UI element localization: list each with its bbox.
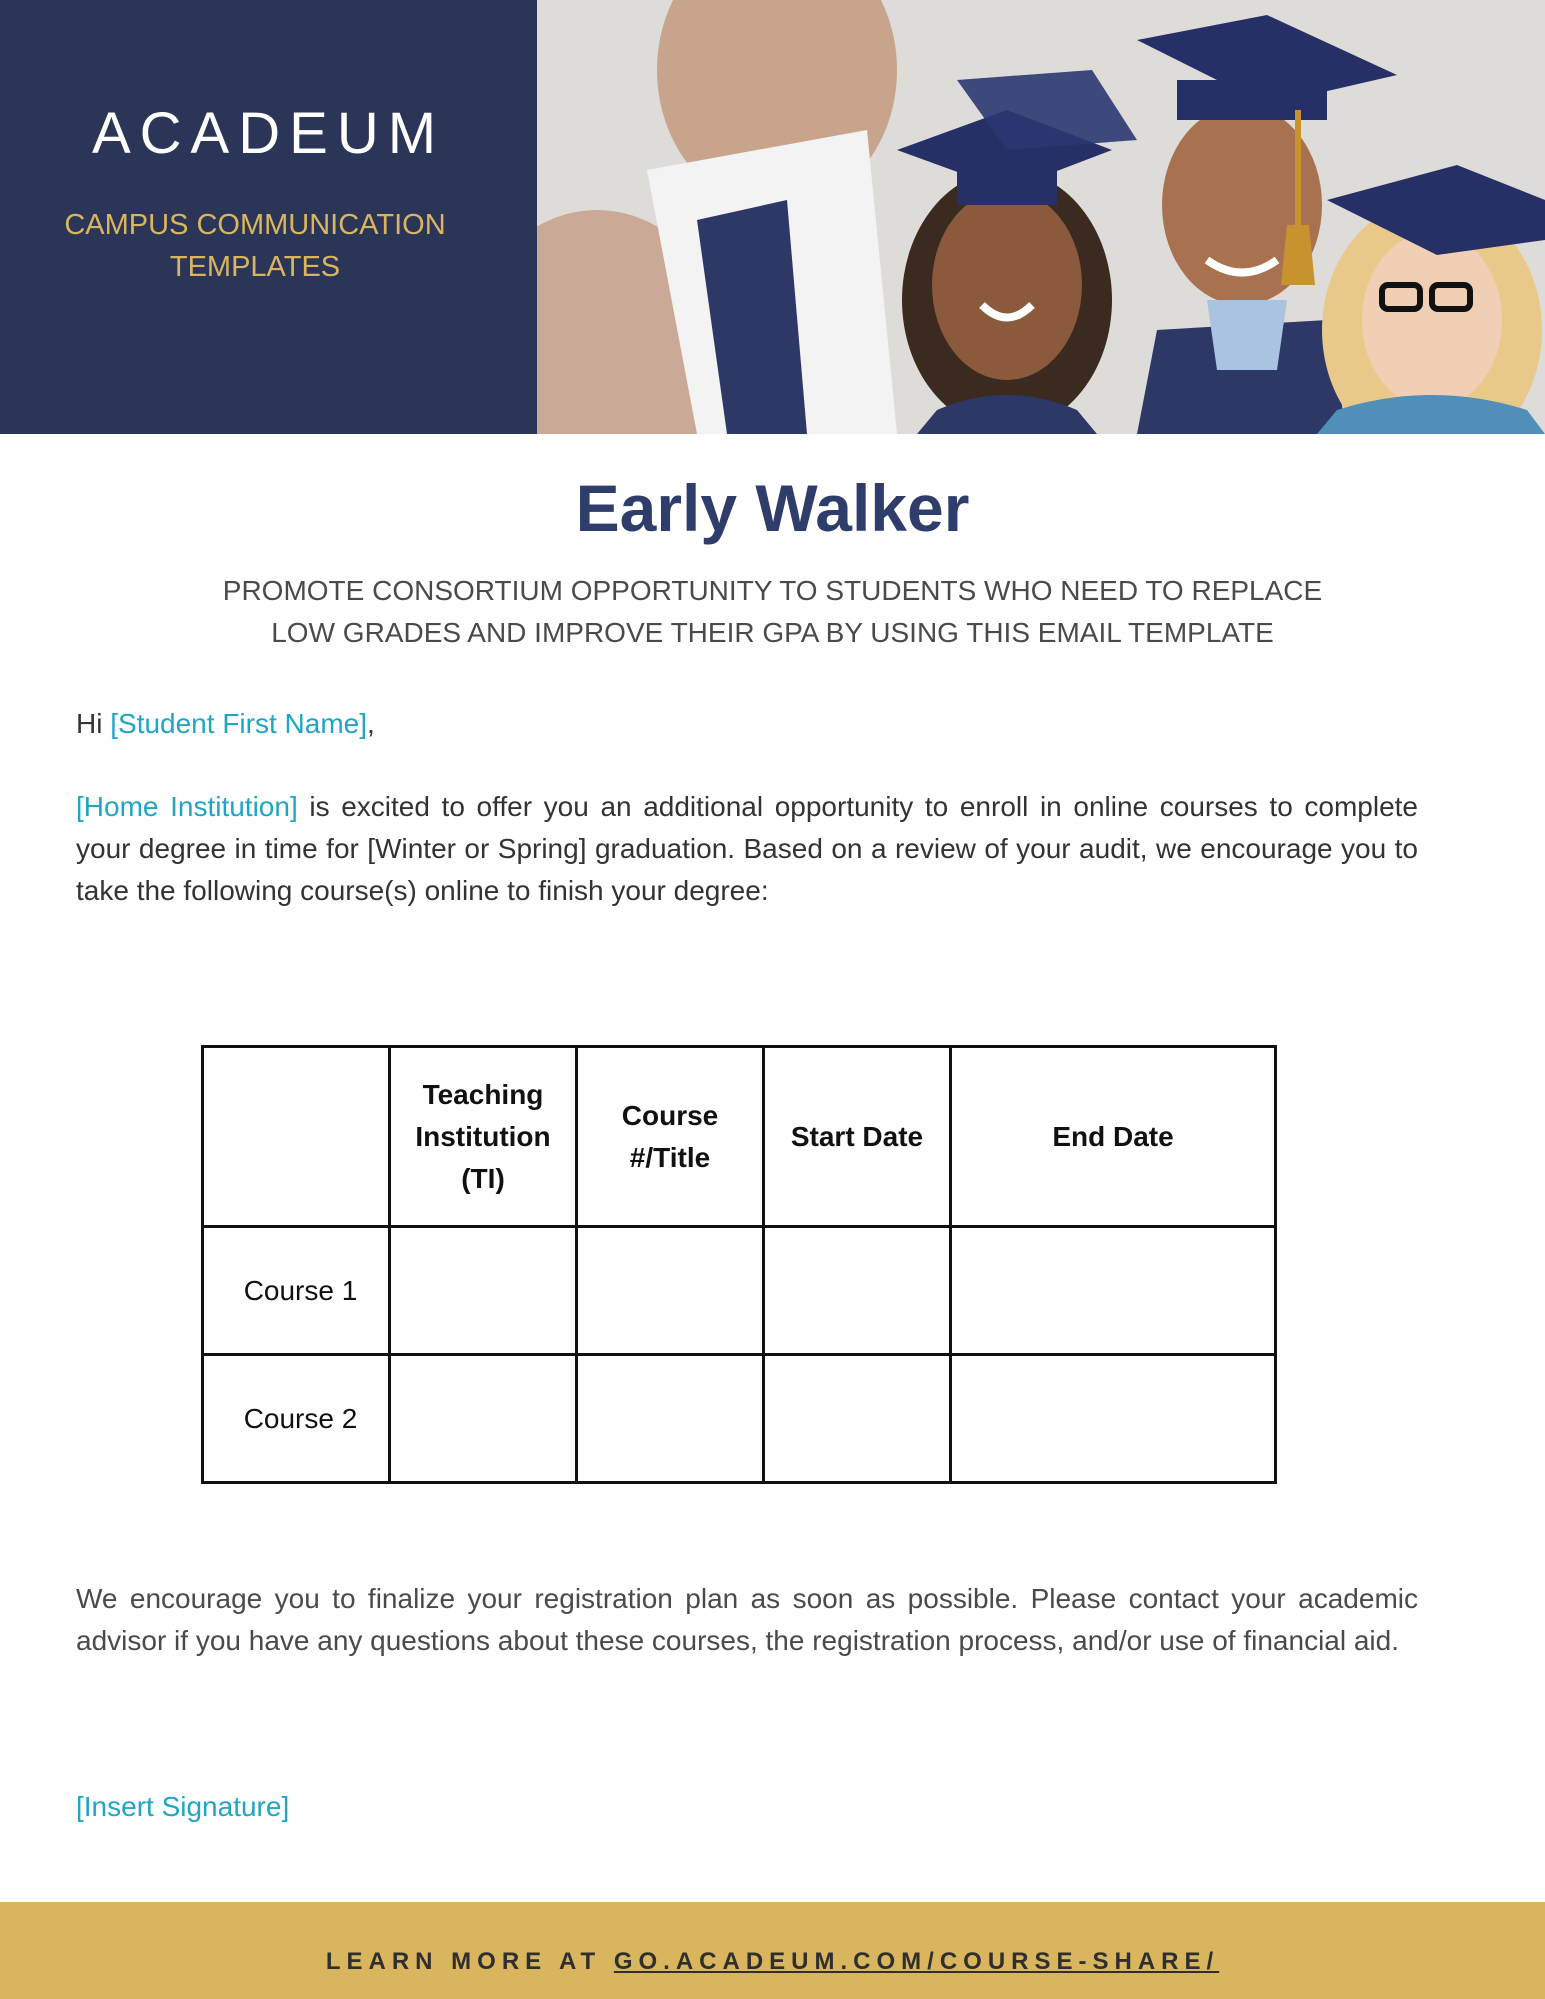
course-table-header-blank [203, 1047, 390, 1227]
intro-text: is excited to offer you an additional opportunity to enroll in online courses to complete your degree in time for [Winter or Spring] graduation. Based on a review of your audit, we encourage you to take the following course(s) online to finish your degree: [76, 791, 1418, 906]
student-name-placeholder: [Student First Name] [110, 708, 367, 739]
subtitle-line-2: LOW GRADES AND IMPROVE THEIR GPA BY USING THIS EMAIL TEMPLATE [271, 617, 1274, 648]
course-table-header-row [203, 1047, 1276, 1227]
email-intro-paragraph [76, 786, 1418, 912]
course-row-label: Course 1 [203, 1227, 390, 1355]
subtitle-line-1: PROMOTE CONSORTIUM OPPORTUNITY TO STUDENTS WHO NEED TO REPLACE [222, 575, 1323, 606]
table-row [203, 1227, 1276, 1355]
academum-logo: ACADEUM [91, 101, 446, 166]
course-cell-end-date [951, 1355, 1276, 1483]
table-row [203, 1355, 1276, 1483]
greeting-suffix: , [367, 708, 375, 739]
graduates-illustration [537, 0, 1545, 434]
graduates-photo [537, 0, 1545, 434]
footer-cta [0, 1948, 1545, 1976]
course-table-header-course-title: Course #/Title [577, 1047, 764, 1227]
page-header [0, 0, 1545, 434]
course-table-header-end-date: End Date [951, 1047, 1276, 1227]
course-cell-course-title [577, 1227, 764, 1355]
home-institution-placeholder: [Home Institution] [76, 791, 298, 822]
course-table-header-start-date: Start Date [764, 1047, 951, 1227]
course-cell-start-date [764, 1355, 951, 1483]
course-cell-start-date [764, 1227, 951, 1355]
course-cell-course-title [577, 1355, 764, 1483]
brand-tagline [40, 204, 470, 288]
brand-tagline-line-2: TEMPLATES [169, 251, 341, 283]
footer-prefix: LEARN MORE AT [325, 1948, 602, 1975]
course-share-link[interactable]: GO.ACADEUM.COM/COURSE-SHARE/ [613, 1948, 1220, 1975]
page-subtitle [180, 570, 1365, 654]
course-cell-end-date [951, 1227, 1276, 1355]
greeting-prefix: Hi [76, 708, 111, 739]
page-footer [0, 1902, 1545, 1999]
brand-tagline-line-1: CAMPUS COMMUNICATION [64, 209, 446, 241]
page-title: Early Walker [575, 471, 970, 545]
brand-panel [0, 0, 537, 434]
course-row-label: Course 2 [203, 1355, 390, 1483]
course-cell-teaching-institution [390, 1227, 577, 1355]
email-closing-paragraph: We encourage you to finalize your registration plan as soon as possible. Please contact your academic advisor if you have any questions about these courses, the registration process, and/or use of financial aid. [76, 1583, 1418, 1656]
course-table [201, 1045, 1277, 1484]
course-cell-teaching-institution [390, 1355, 577, 1483]
signature-placeholder: [Insert Signature] [76, 1791, 290, 1822]
course-table-header-teaching-institution: Teaching Institution (TI) [390, 1047, 577, 1227]
email-greeting [76, 703, 1418, 745]
